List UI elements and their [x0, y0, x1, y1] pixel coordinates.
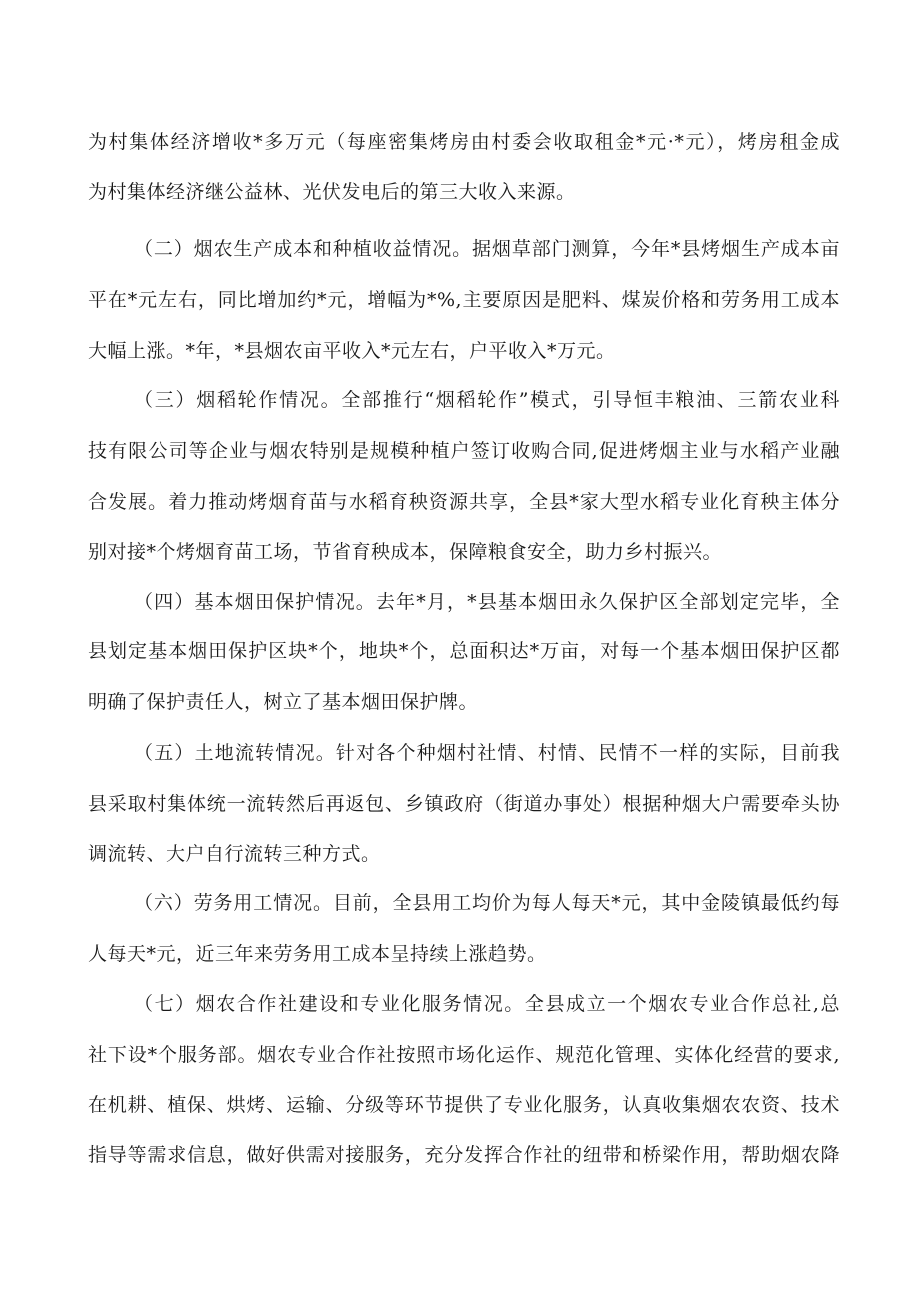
text-line: 为村集体经济继公益林、光伏发电后的第三大收入来源。 — [88, 181, 576, 203]
text-line: （三）烟稻轮作情况。全部推行“烟稻轮作”模式，引导恒丰粮油、三箭农业科 — [134, 389, 840, 411]
text-line: 技有限公司等企业与烟农特别是规模种植户签订收购合同,促进烤烟主业与水稻产业融 — [88, 440, 840, 462]
text-line: 明确了保护责任人，树立了基本烟田保护牌。 — [88, 691, 479, 713]
text-line: 为村集体经济增收*多万元（每座密集烤房由村委会收取租金*元·*元），烤房租金成 — [88, 131, 840, 153]
text-line: 人每天*元，近三年来劳务用工成本呈持续上涨趋势。 — [88, 943, 547, 965]
text-line: 大幅上涨。*年，*县烟农亩平收入*元左右，户平收入*万元。 — [88, 340, 616, 362]
text-line: 在机耕、植保、烘烤、运输、分级等环节提供了专业化服务，认真收集烟农农资、技术 — [88, 1094, 840, 1116]
text-line: 社下设*个服务部。烟农专业合作社按照市场化运作、规范化管理、实体化经营的要求, — [88, 1044, 840, 1066]
text-line: 县采取村集体统一流转然后再返包、乡镇政府（街道办事处）根据种烟大户需要牵头协 — [88, 793, 840, 815]
text-line: （二）烟农生产成本和种植收益情况。据烟草部门测算，今年*县烤烟生产成本亩 — [134, 238, 840, 260]
text-line: （七）烟农合作社建设和专业化服务情况。全县成立一个烟农专业合作总社,总 — [134, 993, 840, 1015]
text-line: 合发展。着力推动烤烟育苗与水稻育秧资源共享，全县*家大型水稻专业化育秧主体分 — [88, 491, 840, 513]
text-line: （五）土地流转情况。针对各个种烟村社情、村情、民情不一样的实际，目前我 — [134, 742, 840, 764]
text-line: （四）基本烟田保护情况。去年*月，*县基本烟田永久保护区全部划定完毕，全 — [134, 591, 840, 613]
text-line: 调流转、大户自行流转三种方式。 — [88, 843, 381, 865]
text-line: 平在*元左右，同比增加约*元，增幅为*%,主要原因是肥料、煤炭价格和劳务用工成本 — [88, 289, 840, 311]
text-line: （六）劳务用工情况。目前，全县用工均价为每人每天*元，其中金陵镇最低约每 — [134, 892, 840, 914]
text-line: 别对接*个烤烟育苗工场，节省育秧成本，保障粮食安全，助力乡村振兴。 — [88, 541, 723, 563]
text-line: 县划定基本烟田保护区块*个，地块*个，总面积达*万亩，对每一个基本烟田保护区都 — [88, 640, 840, 662]
text-line: 指导等需求信息，做好供需对接服务，充分发挥合作社的纽带和桥梁作用，帮助烟农降 — [88, 1144, 840, 1166]
